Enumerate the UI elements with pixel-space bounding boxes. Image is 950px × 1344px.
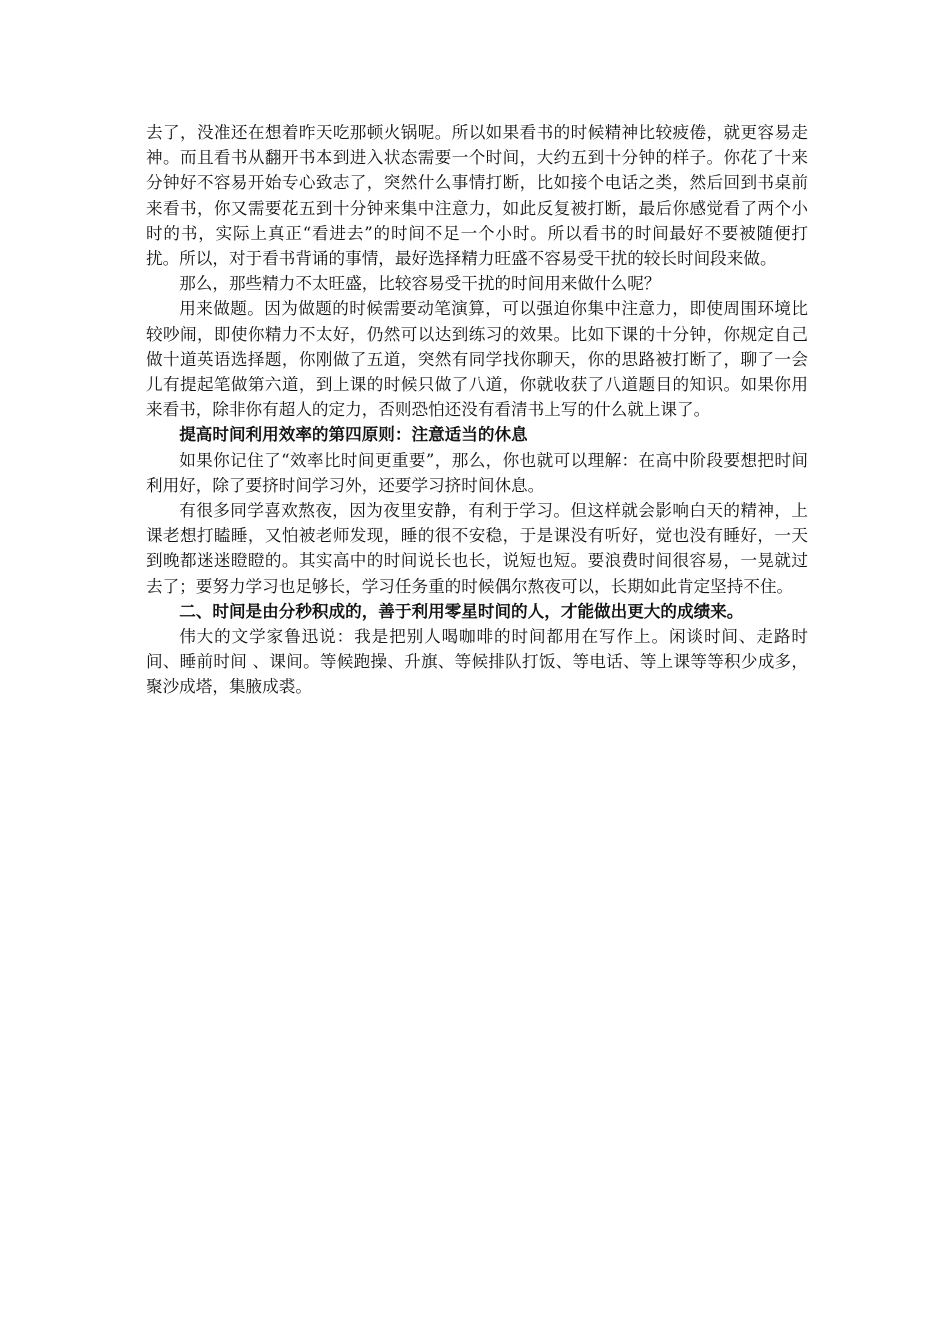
- paragraph-lu-xun: 伟大的文学家鲁迅说：我是把别人喝咖啡的时间都用在写作上。闲谈时间、走路时间、睡前时间 、课间。等候跑操、升旗、等候排队打饭、等电话、等上课等等积少成多，聚沙成塔，集腋成裘。: [146, 627, 808, 697]
- paragraph-question: 那么，那些精力不太旺盛，比较容易受干扰的时间用来做什么呢？: [179, 274, 661, 294]
- paragraph-answer: 用来做题。因为做题的时候需要动笔演算，可以强迫你集中注意力，即使周围环境比较吵闹，即使你精力不太好，仍然可以达到练习的效果。比如下课的十分钟，你规定自己做十道英语选择题，你刚做了五道，突然有同学找你聊天，你的思路被打断了，聊了一会儿有提起笔做第六道，到上课的时候只做了八道，你就收获了八道题目的知识。如果你用来看书，除非你有超人的定力，否则恐怕还没有看清书上写的什么就上课了。: [146, 299, 808, 420]
- document-page: [146, 120, 808, 700]
- paragraph-continuation: 去了，没准还在想着昨天吃那顿火锅呢。所以如果看书的时候精神比较疲倦，就更容易走神。而且看书从翻开书本到进入状态需要一个时间，大约五到十分钟的样子。你花了十来分钟好不容易开始专心致志了，突然什么事情打断，比如接个电话之类，然后回到书桌前来看书，你又需要花五到十分钟来集中注意力，如此反复被打断，最后你感觉看了两个小时的书，实际上真正“看进去”的时间不足一个小时。所以看书的时间最好不要被随便打扰。所以，对于看书背诵的事情，最好选择精力旺盛不容易受干扰的较长时间段来做。: [146, 123, 808, 269]
- section-heading-spare-time: 二、时间是由分秒积成的，善于利用零星时间的人，才能做出更大的成绩来。: [179, 600, 744, 621]
- paragraph-staying-up: 有很多同学喜欢熬夜，因为夜里安静，有利于学习。但这样就会影响白天的精神，上课老想打瞌睡，又怕被老师发现，睡的很不安稳，于是课没有听好，觉也没有睡好，一天到晚都迷迷瞪瞪的。其实高中的时间说长也长，说短也短。要浪费时间很容易，一晃就过去了；要努力学习也足够长，学习任务重的时候偶尔熬夜可以，长期如此肯定坚持不住。: [146, 501, 808, 596]
- section-heading-fourth-principle: 提高时间利用效率的第四原则：注意适当的休息: [179, 424, 528, 445]
- paragraph-efficiency: 如果你记住了“效率比时间更重要”，那么，你也就可以理解：在高中阶段要想把时间利用好，除了要挤时间学习外，还要学习挤时间休息。: [146, 450, 808, 495]
